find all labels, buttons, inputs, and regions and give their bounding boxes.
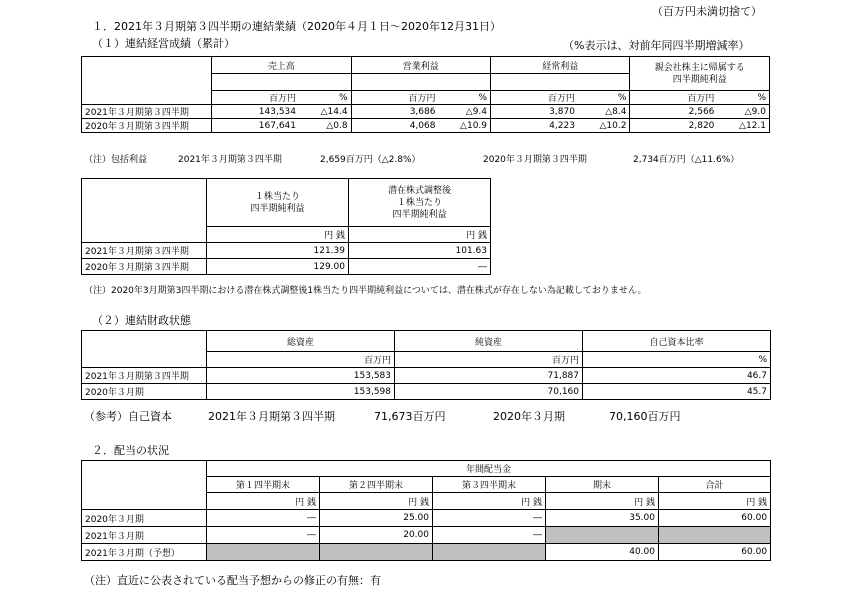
eps-unit-label bbox=[82, 227, 207, 243]
dividend-table bbox=[81, 460, 771, 561]
data-cell: △9.4 bbox=[438, 105, 490, 119]
div-corner bbox=[82, 461, 207, 477]
data-cell: 71,887 bbox=[395, 368, 583, 384]
div-corner-2 bbox=[82, 477, 207, 493]
unit-cell: % bbox=[299, 91, 351, 105]
data-cell: 46.7 bbox=[583, 368, 771, 384]
row-label: 2020年３月期第３四半期 bbox=[82, 259, 207, 275]
data-cell: △10.9 bbox=[438, 119, 490, 133]
comprehensive-period1: 2021年３月期第３四半期 bbox=[178, 155, 282, 165]
fin-unit-label bbox=[82, 352, 207, 368]
data-cell: 60.00 bbox=[659, 510, 771, 527]
comprehensive-period2: 2020年３月期第３四半期 bbox=[483, 155, 587, 165]
unit-cell: % bbox=[583, 352, 771, 368]
section1-title: １．2021年３月期第３四半期の連結業績（2020年４月１日～2020年12月31日） bbox=[92, 20, 501, 33]
data-cell: △8.4 bbox=[578, 105, 630, 119]
equity-ref-period1: 2021年３月期第３四半期 bbox=[208, 410, 335, 423]
header-q3: 第３四半期末 bbox=[433, 477, 546, 493]
eps-diluted-line1: 潜在株式調整後 bbox=[387, 185, 451, 196]
row-label: 2020年３月期 bbox=[82, 510, 207, 527]
data-cell: ― bbox=[349, 259, 491, 275]
data-cell-empty bbox=[546, 527, 659, 544]
equity-ref-value2: 70,160百万円 bbox=[609, 410, 681, 423]
header-equity-ratio: 自己資本比率 bbox=[583, 331, 771, 352]
data-cell: 2,820 bbox=[630, 119, 717, 133]
unit-cell: 百万円 bbox=[207, 352, 395, 368]
data-cell: 45.7 bbox=[583, 384, 771, 400]
row-label: 2021年３月期第３四半期 bbox=[82, 105, 212, 119]
data-cell: △0.8 bbox=[299, 119, 351, 133]
unit-cell: 百万円 bbox=[395, 352, 583, 368]
data-cell: 60.00 bbox=[659, 544, 771, 561]
header-q2: 第２四半期末 bbox=[320, 477, 433, 493]
eps-header-basic bbox=[207, 179, 349, 227]
eps-diluted-line3: 四半期純利益 bbox=[392, 209, 447, 220]
data-cell: 40.00 bbox=[546, 544, 659, 561]
data-cell: 2,566 bbox=[630, 105, 717, 119]
equity-ref-period2: 2020年３月期 bbox=[493, 410, 565, 423]
equity-ref-value1: 71,673百万円 bbox=[374, 410, 446, 423]
comprehensive-value2: 2,734百万円（△11.6%） bbox=[633, 155, 740, 165]
results-corner bbox=[82, 57, 212, 74]
eps-basic-line1: １株当たり bbox=[254, 191, 300, 202]
data-cell: 3,870 bbox=[491, 105, 578, 119]
data-cell-empty bbox=[207, 544, 320, 561]
comprehensive-value1: 2,659百万円（△2.8%） bbox=[320, 155, 421, 165]
unit-cell: 百万円 bbox=[351, 91, 438, 105]
data-cell-empty bbox=[659, 527, 771, 544]
data-cell: △10.2 bbox=[578, 119, 630, 133]
data-cell-empty bbox=[320, 544, 433, 561]
header-net-income-line2: 四半期純利益 bbox=[672, 74, 727, 85]
results-corner-2 bbox=[82, 74, 212, 91]
row-label: 2020年３月期第３四半期 bbox=[82, 119, 212, 133]
header-q1: 第１四半期末 bbox=[207, 477, 320, 493]
data-cell: 153,598 bbox=[207, 384, 395, 400]
data-cell: △9.0 bbox=[717, 105, 769, 119]
data-cell: 121.39 bbox=[207, 243, 349, 259]
results-unit-label bbox=[82, 91, 212, 105]
blank-cell bbox=[491, 74, 630, 91]
data-cell-empty bbox=[433, 544, 546, 561]
results-table bbox=[81, 56, 770, 133]
sub1-title: （１）連結経営成績（累計） bbox=[92, 37, 235, 50]
data-cell: ― bbox=[207, 510, 320, 527]
unit-cell: 円 銭 bbox=[546, 493, 659, 510]
row-label: 2021年３月期（予想） bbox=[82, 544, 207, 561]
unit-cell: % bbox=[717, 91, 769, 105]
header-year-end: 期末 bbox=[546, 477, 659, 493]
data-cell: 35.00 bbox=[546, 510, 659, 527]
dividend-note: （注）直近に公表されている配当予想からの修正の有無：有 bbox=[84, 574, 381, 587]
data-cell: △14.4 bbox=[299, 105, 351, 119]
unit-cell: 百万円 bbox=[630, 91, 717, 105]
data-cell: 4,223 bbox=[491, 119, 578, 133]
header-net-income bbox=[630, 57, 770, 91]
data-cell: △12.1 bbox=[717, 119, 769, 133]
data-cell: ― bbox=[433, 510, 546, 527]
data-cell: ― bbox=[433, 527, 546, 544]
unit-cell: 百万円 bbox=[212, 91, 299, 105]
financial-table bbox=[81, 330, 771, 400]
data-cell: 129.00 bbox=[207, 259, 349, 275]
equity-ref-label: （参考）自己資本 bbox=[84, 410, 172, 423]
eps-table bbox=[81, 178, 491, 275]
eps-note: （注）2020年3月期第3四半期における潜在株式調整後1株当たり四半期純利益については、潜在株式が存在しない為記載しておりません。 bbox=[84, 286, 647, 296]
data-cell: 70,160 bbox=[395, 384, 583, 400]
data-cell: 20.00 bbox=[320, 527, 433, 544]
data-cell: 143,534 bbox=[212, 105, 299, 119]
header-total: 合計 bbox=[659, 477, 771, 493]
unit-cell: 円 銭 bbox=[433, 493, 546, 510]
sub2-title: （２）連結財政状態 bbox=[92, 314, 191, 327]
data-cell: 153,583 bbox=[207, 368, 395, 384]
data-cell: ― bbox=[207, 527, 320, 544]
blank-cell bbox=[212, 74, 351, 91]
blank-cell bbox=[351, 74, 490, 91]
data-cell: 25.00 bbox=[320, 510, 433, 527]
unit-cell: 円 銭 bbox=[320, 493, 433, 510]
eps-corner bbox=[82, 179, 207, 227]
row-label: 2021年３月期 bbox=[82, 527, 207, 544]
eps-header-diluted bbox=[349, 179, 491, 227]
section2-title: ２．配当の状況 bbox=[92, 444, 169, 457]
row-label: 2021年３月期第３四半期 bbox=[82, 243, 207, 259]
data-cell: 3,686 bbox=[351, 105, 438, 119]
header-net-income-line1: 親会社株主に帰属する bbox=[654, 62, 745, 73]
header-ordinary-income: 経常利益 bbox=[491, 57, 630, 74]
div-unit-label bbox=[82, 493, 207, 510]
unit-cell: 円 銭 bbox=[659, 493, 771, 510]
header-net-assets: 純資産 bbox=[395, 331, 583, 352]
unit-note: （百万円未満切捨て） bbox=[652, 5, 762, 18]
row-label: 2021年３月期第３四半期 bbox=[82, 368, 207, 384]
comprehensive-label: （注）包括利益 bbox=[84, 155, 148, 165]
unit-cell: % bbox=[438, 91, 490, 105]
sub1-note: （%表示は、対前年同四半期増減率） bbox=[563, 39, 750, 52]
eps-basic-line2: 四半期純利益 bbox=[250, 203, 305, 214]
unit-cell: 百万円 bbox=[491, 91, 578, 105]
unit-cell: % bbox=[578, 91, 630, 105]
header-total-assets: 総資産 bbox=[207, 331, 395, 352]
data-cell: 167,641 bbox=[212, 119, 299, 133]
unit-cell: 円 銭 bbox=[207, 493, 320, 510]
eps-diluted-line2: １株当たり bbox=[396, 197, 442, 208]
header-sales: 売上高 bbox=[212, 57, 351, 74]
fin-corner bbox=[82, 331, 207, 352]
unit-cell: 円 銭 bbox=[349, 227, 491, 243]
header-annual-dividend: 年間配当金 bbox=[207, 461, 771, 477]
unit-cell: 円 銭 bbox=[207, 227, 349, 243]
header-operating-income: 営業利益 bbox=[351, 57, 490, 74]
data-cell: 101.63 bbox=[349, 243, 491, 259]
row-label: 2020年３月期 bbox=[82, 384, 207, 400]
data-cell: 4,068 bbox=[351, 119, 438, 133]
